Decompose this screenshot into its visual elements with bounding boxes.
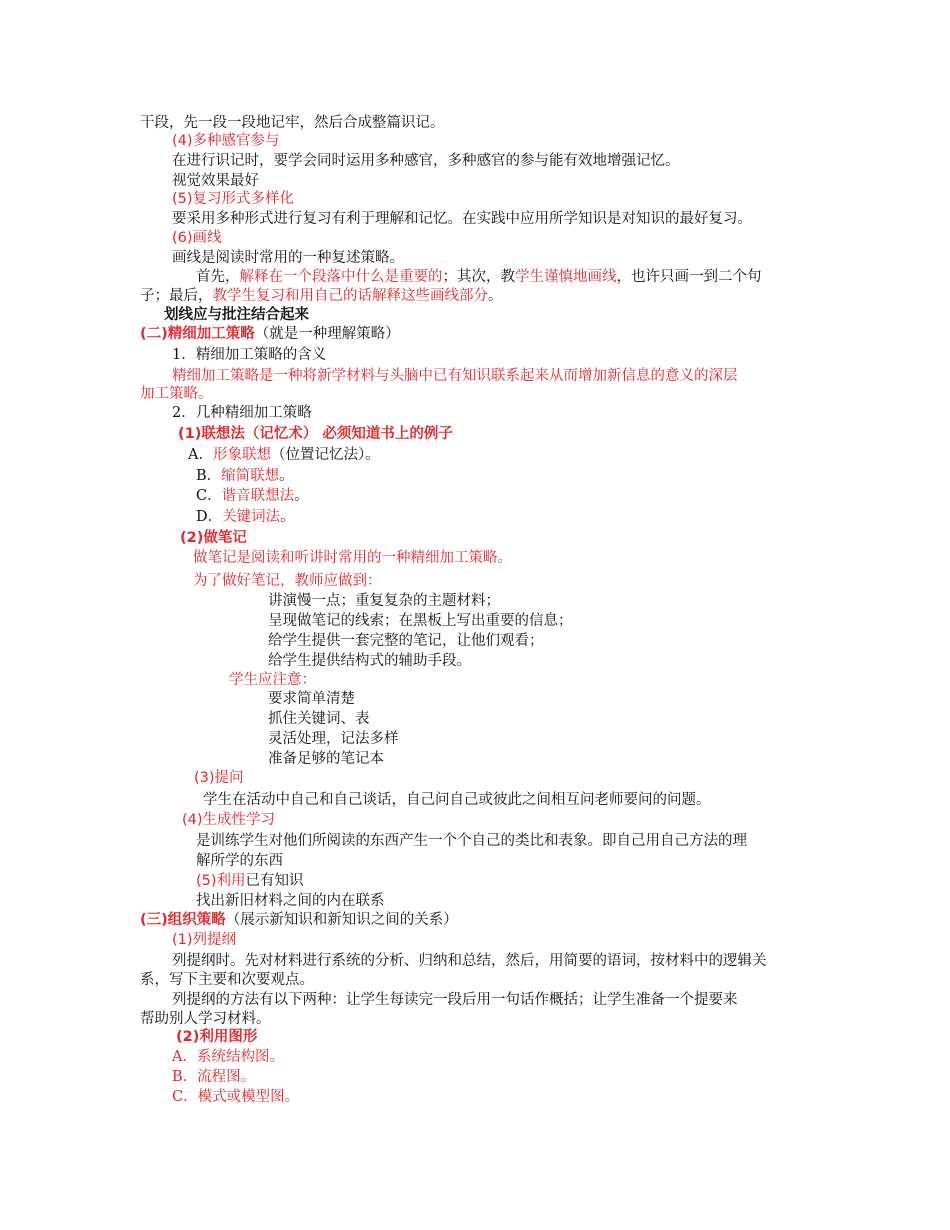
paragraph-line: 系，写下主要和次要观点。 <box>140 972 314 988</box>
list-item: B．流程图。 <box>172 1069 256 1085</box>
list-item: 灵活处理，记法多样 <box>268 731 399 747</box>
subheading: 1．精细加工策略的含义 <box>172 347 327 363</box>
paragraph-line: 子；最后，教学生复习和用自己的话解释这些画线部分。 <box>140 288 503 304</box>
paragraph-line: 为了做好笔记，教师应做到： <box>193 573 382 589</box>
paragraph-line: 学生应注意： <box>229 672 316 688</box>
paragraph-line: 做笔记是阅读和听讲时常用的一种精细加工策略。 <box>193 550 512 566</box>
paragraph-line: 画线是阅读时常用的一种复述策略。 <box>172 250 404 266</box>
list-item: 准备足够的笔记本 <box>268 751 384 767</box>
section-heading-elaboration: (二)精细加工策略（就是一种理解策略） <box>140 326 400 342</box>
heading-questioning: (3)提问 <box>194 770 244 786</box>
list-item: C．谐音联想法。 <box>196 488 309 504</box>
list-item: A．形象联想（位置记忆法）。 <box>188 447 380 463</box>
paragraph-line: 学生在活动中自己和自己谈话，自己问自己或彼此之间相互问老师要问的问题。 <box>203 792 711 808</box>
list-item: 要求简单清楚 <box>268 691 355 707</box>
bold-note: 划线应与批注结合起来 <box>164 307 309 323</box>
paragraph-line: 列提纲时。先对材料进行系统的分析、归纳和总结，然后，用简要的语词，按材料中的逻辑关 <box>172 953 767 969</box>
heading-notetaking: (2)做笔记 <box>180 530 247 546</box>
list-item: B．缩简联想。 <box>196 468 294 484</box>
heading-mnemonics: (1)联想法（记忆术） 必须知道书上的例子 <box>178 426 453 442</box>
paragraph-line: 帮助别人学习材料。 <box>140 1011 271 1027</box>
list-item: 讲演慢一点；重复复杂的主题材料； <box>268 593 500 609</box>
heading-prior-knowledge: (5)利用已有知识 <box>196 873 304 889</box>
paragraph-line: 首先，解释在一个段落中什么是重要的；其次，教学生谨慎地画线，也许只画一到二个句 <box>196 269 762 285</box>
paragraph-line: 要采用多种形式进行复习有利于理解和记忆。在实践中应用所学知识是对知识的最好复习。 <box>172 211 752 227</box>
list-item: 给学生提供一套完整的笔记，让他们观看； <box>268 633 544 649</box>
heading-underline: (6)画线 <box>172 230 222 246</box>
section-heading-organization: (三)组织策略（展示新知识和新知识之间的关系） <box>140 912 458 928</box>
heading-multi-sense: (4)多种感官参与 <box>172 133 280 149</box>
paragraph-line: 解所学的东西 <box>196 853 283 869</box>
paragraph-line: 在进行识记时，要学会同时运用多种感官，多种感官的参与能有效地增强记忆。 <box>172 153 680 169</box>
heading-outline: (1)列提纲 <box>172 932 237 948</box>
paragraph-line: 是训练学生对他们所阅读的东西产生一个个自己的类比和表象。即自己用自己方法的理 <box>196 833 747 849</box>
list-item: D．关键词法。 <box>196 509 295 525</box>
paragraph-line: 加工策略。 <box>140 386 213 402</box>
list-item: A．系统结构图。 <box>172 1049 284 1065</box>
paragraph-line: 精细加工策略是一种将新学材料与头脑中已有知识联系起来从而增加新信息的意义的深层 <box>172 368 738 384</box>
list-item: 呈现做笔记的线索；在黑板上写出重要的信息； <box>268 613 573 629</box>
paragraph-line: 干段，先一段一段地记牢，然后合成整篇识记。 <box>140 115 445 131</box>
list-item: C．模式或模型图。 <box>172 1089 300 1105</box>
paragraph-line: 找出新旧材料之间的内在联系 <box>196 893 385 909</box>
list-item: 给学生提供结构式的辅助手段。 <box>268 653 471 669</box>
heading-graphics: (2)利用图形 <box>176 1029 258 1045</box>
heading-generative: (4)生成性学习 <box>182 812 276 828</box>
list-item: 抓住关键词、表 <box>268 711 370 727</box>
paragraph-line: 视觉效果最好 <box>172 173 259 189</box>
heading-review: (5)复习形式多样化 <box>172 191 295 207</box>
subheading: 2．几种精细加工策略 <box>172 405 312 421</box>
paragraph-line: 列提纲的方法有以下两种：让学生每读完一段后用一句话作概括；让学生准备一个提要来 <box>172 992 738 1008</box>
